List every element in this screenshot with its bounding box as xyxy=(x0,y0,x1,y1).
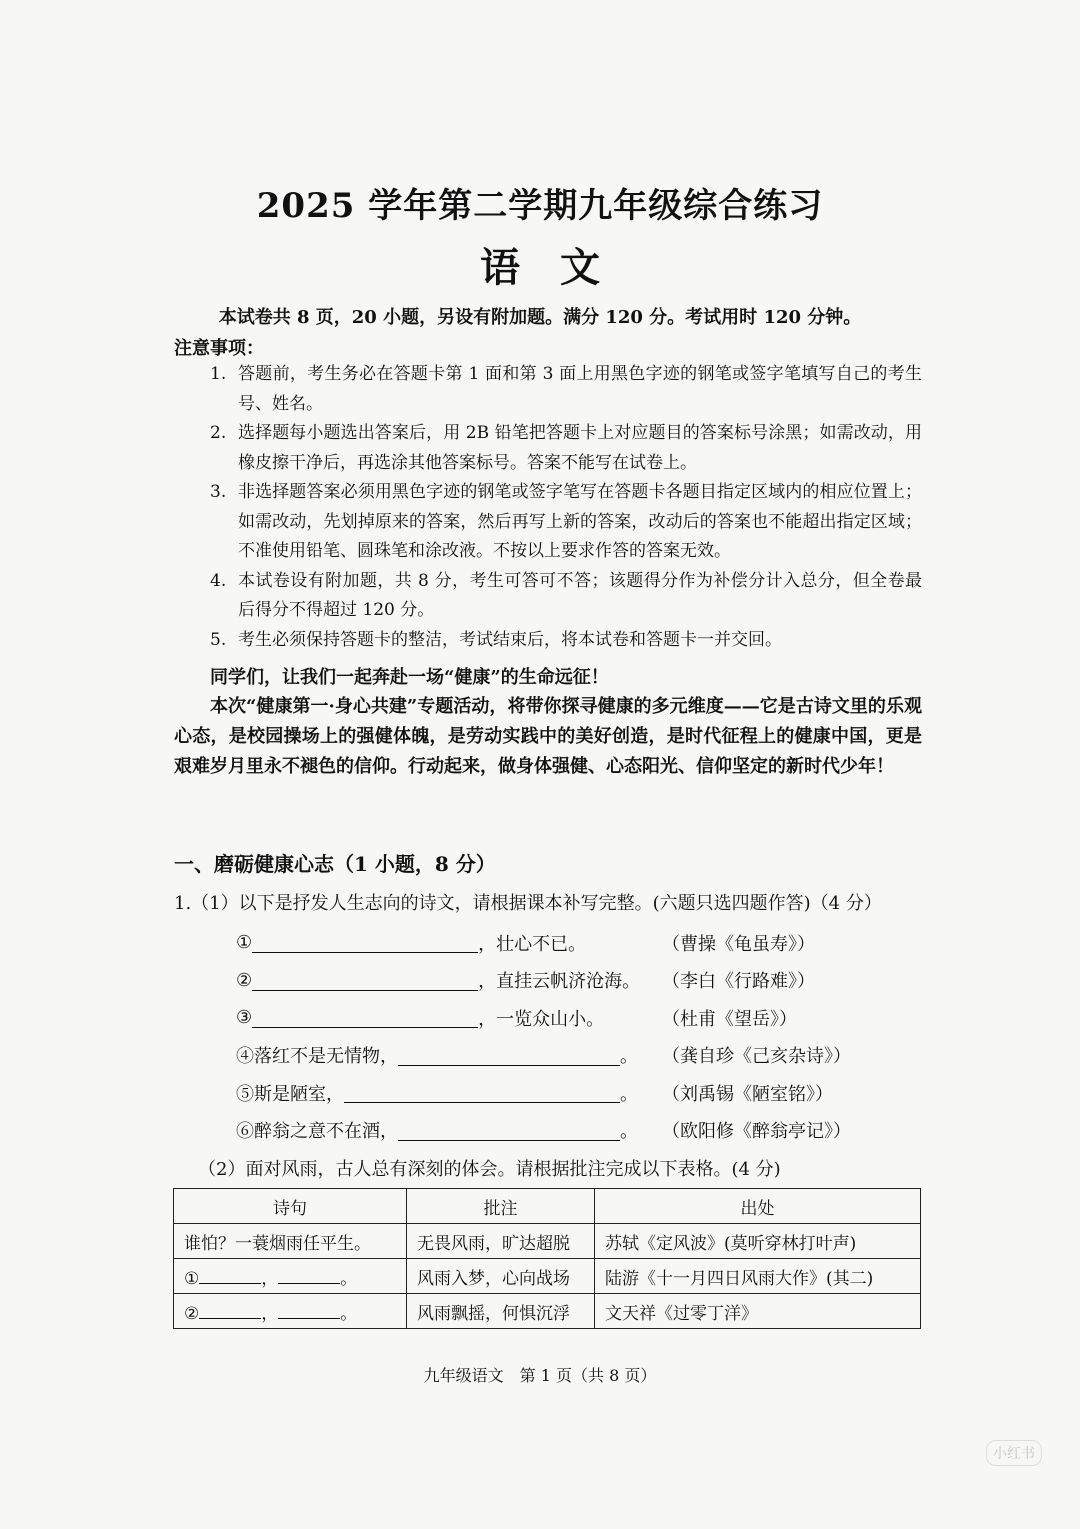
watermark: 小红书 xyxy=(986,1440,1042,1466)
greeting: 同学们，让我们一起奔赴一场“健康”的生命远征！ xyxy=(210,667,609,688)
page-footer: 九年级语文 第 1 页（共 8 页） xyxy=(423,1366,657,1385)
source-cell: 文天祥《过零丁洋》 xyxy=(595,1294,921,1329)
exam-title: 2025 学年第二学期九年级综合练习 xyxy=(256,186,824,226)
verse-cell: ② ， 。 xyxy=(174,1294,407,1329)
answer-blank[interactable] xyxy=(252,970,478,991)
question-1-1: 1.（1）以下是抒发人生志向的诗文，请根据课本补写完整。(六题只选四题作答)（4 分） xyxy=(174,893,882,914)
notice-item: 2. 选择题每小题选出答案后，用 2B 铅笔把答题卡上对应题目的答案标号涂黑；如需改动，用橡皮擦干净后，再选涂其他答案标号。答案不能写在试卷上。 xyxy=(210,423,922,473)
answer-blank[interactable] xyxy=(344,1082,620,1103)
answer-blank[interactable] xyxy=(398,1120,620,1141)
answer-blank[interactable] xyxy=(398,1045,620,1066)
answer-blank[interactable] xyxy=(199,1263,261,1284)
verse-cell: ① ， 。 xyxy=(174,1259,407,1294)
fill-blank-line: ⑤斯是陋室， 。 （刘禹锡《陋室铭》） xyxy=(236,1083,833,1105)
table-row xyxy=(174,1224,921,1259)
fill-blank-line: ③ ，一览众山小。 （杜甫《望岳》） xyxy=(236,1007,797,1030)
table-header-row xyxy=(174,1189,921,1224)
table-header: 批注 xyxy=(407,1189,595,1224)
question-1-2: （2）面对风雨，古人总有深刻的体会。请根据批注完成以下表格。(4 分) xyxy=(198,1159,781,1180)
section-heading: 一、磨砺健康心志（1 小题，8 分） xyxy=(174,852,496,876)
answer-blank[interactable] xyxy=(252,932,478,953)
table-header: 诗句 xyxy=(174,1189,407,1224)
note-cell: 无畏风雨，旷达超脱 xyxy=(407,1224,595,1259)
exam-intro: 本试卷共 8 页，20 小题，另设有附加题。满分 120 分。考试用时 120 分钟。 xyxy=(218,307,862,328)
notice-item: 5. 考生必须保持答题卡的整洁，考试结束后，将本试卷和答题卡一并交回。 xyxy=(210,629,782,650)
verse-cell: 谁怕？一蓑烟雨任平生。 xyxy=(174,1224,407,1259)
fill-blank-lines xyxy=(236,924,916,1149)
answer-blank[interactable] xyxy=(199,1298,261,1319)
note-cell: 风雨飘摇，何惧沉浮 xyxy=(407,1294,595,1329)
answer-blank[interactable] xyxy=(278,1298,340,1319)
table-row xyxy=(174,1259,921,1294)
notice-item: 1. 答题前，考生务必在答题卡第 1 面和第 3 面上用黑色字迹的钢笔或签字笔填写自己的考生号、姓名。 xyxy=(210,364,922,414)
notice-item: 3. 非选择题答案必须用黑色字迹的钢笔或签字笔写在答题卡各题目指定区域内的相应位置上；如需改动，先划掉原来的答案，然后再写上新的答案，改动后的答案也不能超出指定区域；不准使用铅笔、圆珠笔和涂改液。不按以上要求作答的答案无效。 xyxy=(210,482,922,561)
fill-blank-line: ② ，直挂云帆济沧海。 （李白《行路难》） xyxy=(236,969,815,993)
subject-title: 语文 xyxy=(480,244,640,291)
answer-table xyxy=(173,1188,921,1329)
source-cell: 陆游《十一月四日风雨大作》(其二) xyxy=(595,1259,921,1294)
intro-paragraph: 本次“健康第一·身心共建”专题活动，将带你探寻健康的多元维度——它是古诗文里的乐观心态，是校园操场上的强健体魄，是劳动实践中的美好创造，是时代征程上的健康中国，更是艰难岁月里永不褪色的信仰。行动起来，做身体强健、心态阳光、信仰坚定的新时代少年！ xyxy=(174,696,922,777)
notice-item: 4. 本试卷设有附加题，共 8 分，考生可答可不答；该题得分作为补偿分计入总分，但全卷最后得分不得超过 120 分。 xyxy=(210,570,922,620)
fill-blank-line: ④落红不是无情物， 。 （龚自珍《己亥杂诗》） xyxy=(236,1046,851,1068)
notice-heading: 注意事项： xyxy=(174,338,264,359)
table-row xyxy=(174,1294,921,1329)
note-cell: 风雨入梦，心向战场 xyxy=(407,1259,595,1294)
notice-list xyxy=(210,360,922,655)
fill-blank-line: ① ，壮心不已。 （曹操《龟虽寿》） xyxy=(236,932,815,955)
answer-blank[interactable] xyxy=(252,1007,478,1028)
table-header: 出处 xyxy=(595,1189,921,1224)
fill-blank-line: ⑥醉翁之意不在酒， 。 （欧阳修《醉翁亭记》） xyxy=(236,1121,851,1143)
answer-blank[interactable] xyxy=(278,1263,340,1284)
source-cell: 苏轼《定风波》(莫听穿林打叶声) xyxy=(595,1224,921,1259)
